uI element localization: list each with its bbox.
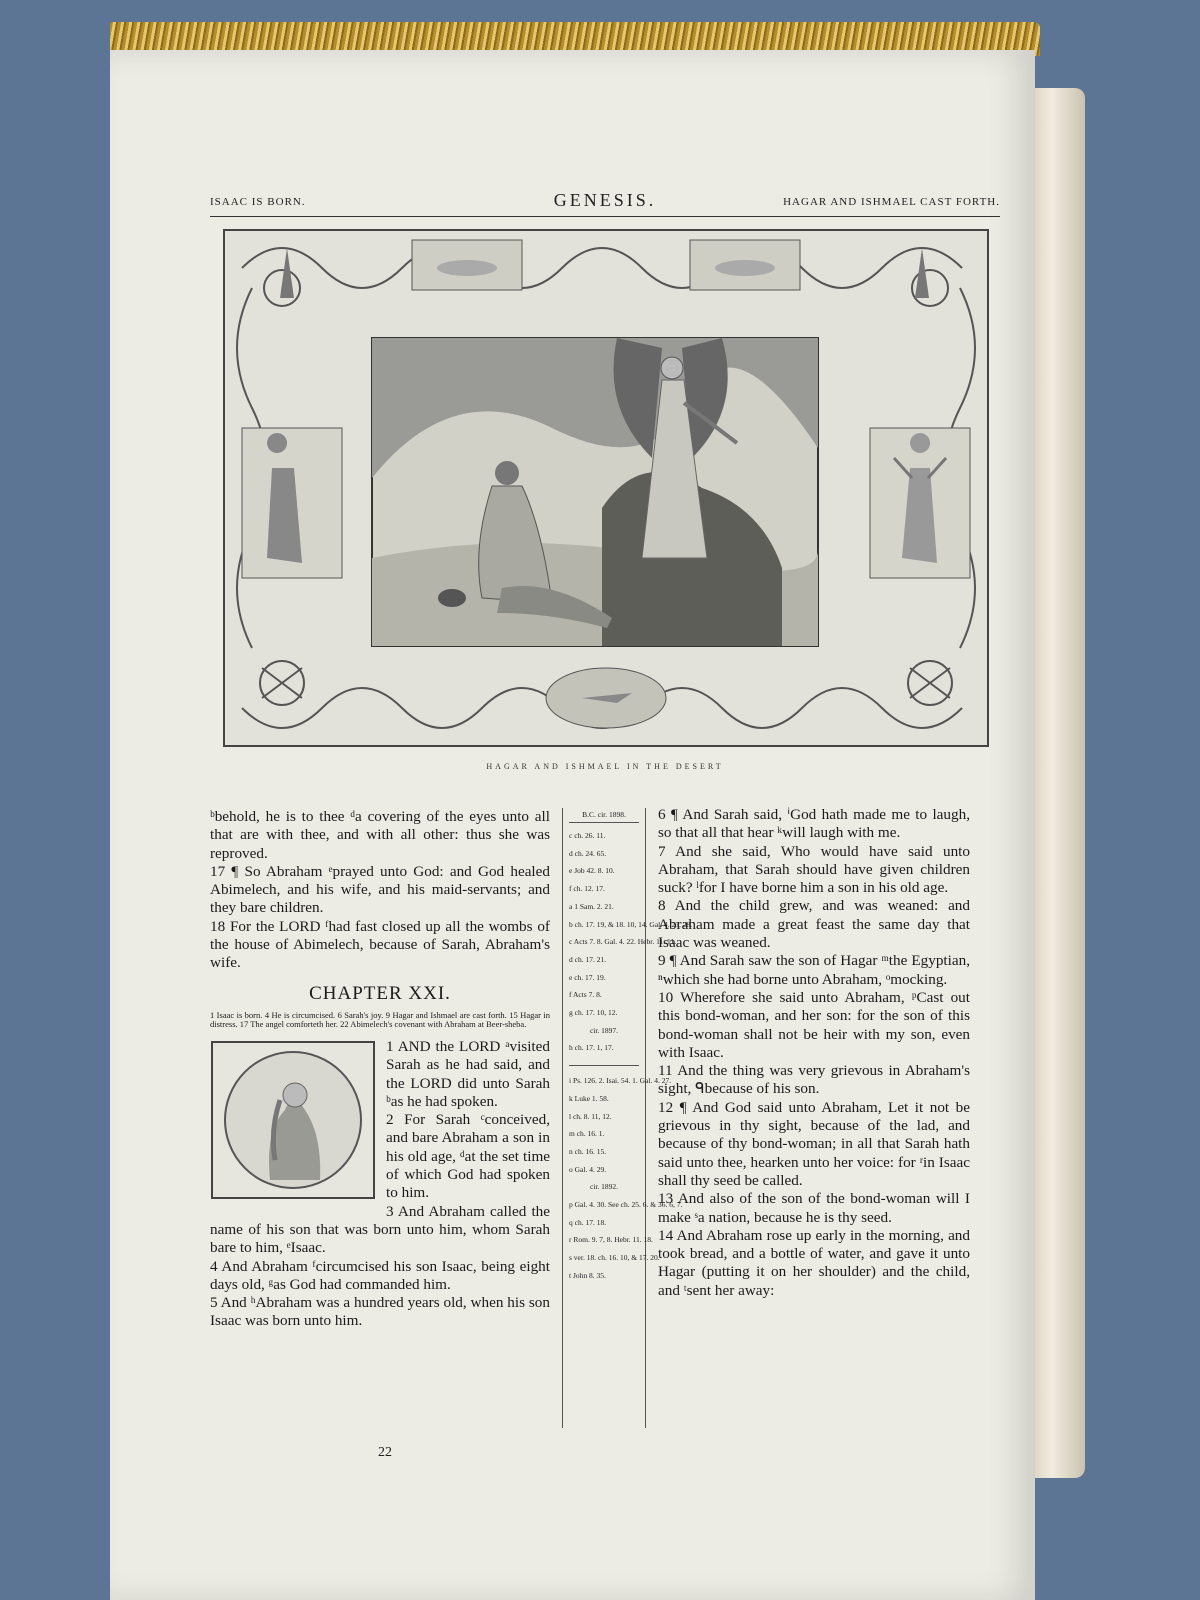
margin-ref: d ch. 17. 21. [569,954,607,964]
margin-ref: t John 8. 35. [569,1270,606,1280]
engraving-illustration [222,228,990,748]
running-head-left: ISAAC IS BORN. [210,196,306,208]
page-number: 22 [378,1445,392,1460]
verse-paragraph: 4 And Abraham ᶠcircumcised his son Isaac, being eight days old, ᵍas God had commanded him. [210,1257,550,1293]
verse-paragraph: 9 ¶ And Sarah saw the son of Hagar ᵐthe Egyptian, ⁿwhich she had borne unto Abraham, ᵒmocking. [658,952,970,988]
margin-ref: c ch. 26. 11. [569,831,606,840]
margin-ref: f Acts 7. 8. [569,990,602,1000]
margin-ref: q ch. 17. 18. [569,1217,607,1227]
margin-ref: e Job 42. 8. 10. [569,866,615,876]
running-head-right: HAGAR AND ISHMAEL CAST FORTH. [783,196,1000,208]
verse-paragraph: 1 AND the LORD ᵃvisited Sarah as he had said, and the LORD did unto Sarah ᵇas he had spoken. [386,1037,550,1110]
verse-paragraph: ᵇbehold, he is to thee ᵈa covering of the eyes unto all that are with thee, and with all other: thus she was reproved. [210,808,550,862]
margin-date: cir. 1897. [589,1025,619,1035]
verse-paragraph: 8 And the child grew, and was weaned: and Abraham made a great feast the same day that Isaac was weaned. [658,897,970,952]
verse-paragraph: 10 Wherefore she said unto Abraham, ᵖCast out this bond-woman, and her son: for the son of this bond-woman shall not be heir with my son, even with Isaac. [658,988,970,1061]
verse-paragraph: 18 For the LORD ᶠhad fast closed up all the wombs of the house of Abimelech, because of Sarah, Abraham's wife. [210,917,550,972]
verse-paragraph: 2 For Sarah ᶜconceived, and bare Abraham a son in his old age, ᵈat the set time of which God had spoken to him. [386,1111,550,1202]
margin-divider [569,1065,639,1066]
margin-ref: e ch. 17. 19. [569,972,606,982]
book-page-edges [1030,88,1085,1478]
margin-ref: i Ps. 126. 2. Isai. 54. 1. Gal. 4. 27. [569,1076,672,1086]
margin-ref: b ch. 17. 19, & 18. 10, 14. Gal. 4. 23, 28. [569,919,693,929]
margin-ref: s ver. 18. ch. 16. 10, & 17. 20. [569,1253,660,1263]
margin-ref: l ch. 8. 11, 12. [569,1111,612,1121]
margin-ref: m ch. 16. 1. [569,1129,605,1139]
verse-paragraph: 7 And she said, Who would have said unto Abraham, that Sarah should have given children suck? ˡfor I have borne him a son in his old age. [658,842,970,897]
margin-ref: n ch. 16. 15. [569,1146,607,1156]
right-text-column [658,806,970,1300]
margin-ref: o Gal. 4. 29. [569,1164,607,1174]
verse-paragraph: 12 ¶ And God said unto Abraham, Let it not be grievous in thy sight, because of the lad, and because of thy bond-woman; in all that Sarah hath said unto thee, hearken unto her voice: for ʳin Isaac shall thy seed be called. [658,1098,970,1189]
verse-paragraph: 14 And Abraham rose up early in the morning, and took bread, and a bottle of water, and gave it unto Hagar (putting it on her shoulder) and the child, and ᵗsent her away: [658,1226,970,1299]
running-head-title: GENESIS. [553,190,657,210]
verse-1-block [210,1038,550,1203]
margin-ref: d ch. 24. 65. [569,848,607,858]
sarah-medallion-illustration [210,1040,376,1200]
chapter-heading: CHAPTER XXI. [309,982,451,1004]
margin-ref: r Rom. 9. 7, 8. Hebr. 11. 18. [569,1235,653,1245]
margin-ref: g ch. 17. 10, 12. [569,1008,618,1018]
verse-paragraph: 13 And also of the son of the bond-woman will I make ˢa nation, because he is thy seed. [658,1190,970,1226]
margin-references [562,808,693,1428]
book-page [110,50,1035,1600]
margin-date: cir. 1892. [589,1182,619,1192]
running-head [210,192,1000,217]
margin-ref: h ch. 17. 1, 17. [569,1043,614,1053]
margin-ref: p Gal. 4. 30. See ch. 25. 6. & 36. 6, 7. [569,1200,683,1210]
verse-paragraph: 5 And ʰAbraham was a hundred years old, when his son Isaac was born unto him. [210,1294,550,1330]
verse-paragraph: 11 And the thing was very grievous in Abraham's sight, ᑫbecause of his son. [658,1062,970,1098]
verse-paragraph: 17 ¶ So Abraham ᵉprayed unto God: and God healed Abimelech, and his wife, and his maid-servants; and they bare children. [210,862,550,917]
left-text-column [210,808,550,1331]
verse-paragraph: 3 And Abraham called the name of his son that was born unto him, whom Sarah bare to him, ᵉIsaac. [210,1202,550,1257]
margin-ref: c Acts 7. 8. Gal. 4. 22. Hebr. 11. 11. [569,937,677,947]
verse-paragraph: 6 ¶ And Sarah said, ⁱGod hath made me to laugh, so that all that hear ᵏwill laugh with me. [658,806,970,842]
margin-ref: a 1 Sam. 2. 21. [569,901,614,911]
margin-ref: f ch. 12. 17. [569,884,605,894]
engraving-caption: HAGAR AND ISHMAEL IN THE DESERT [486,762,724,771]
margin-ref: k Luke 1. 58. [569,1093,609,1103]
chapter-summary: 1 Isaac is born. 4 He is circumcised. 6 Sarah's joy. 9 Hagar and Ishmael are cast forth. 15 Hagar in distress. 17 The angel comforteth her. 22 Abimelech's covenant with Abraham at Beer-sheba. [210,1009,550,1030]
margin-date: B.C. cir. 1898. [569,808,639,823]
